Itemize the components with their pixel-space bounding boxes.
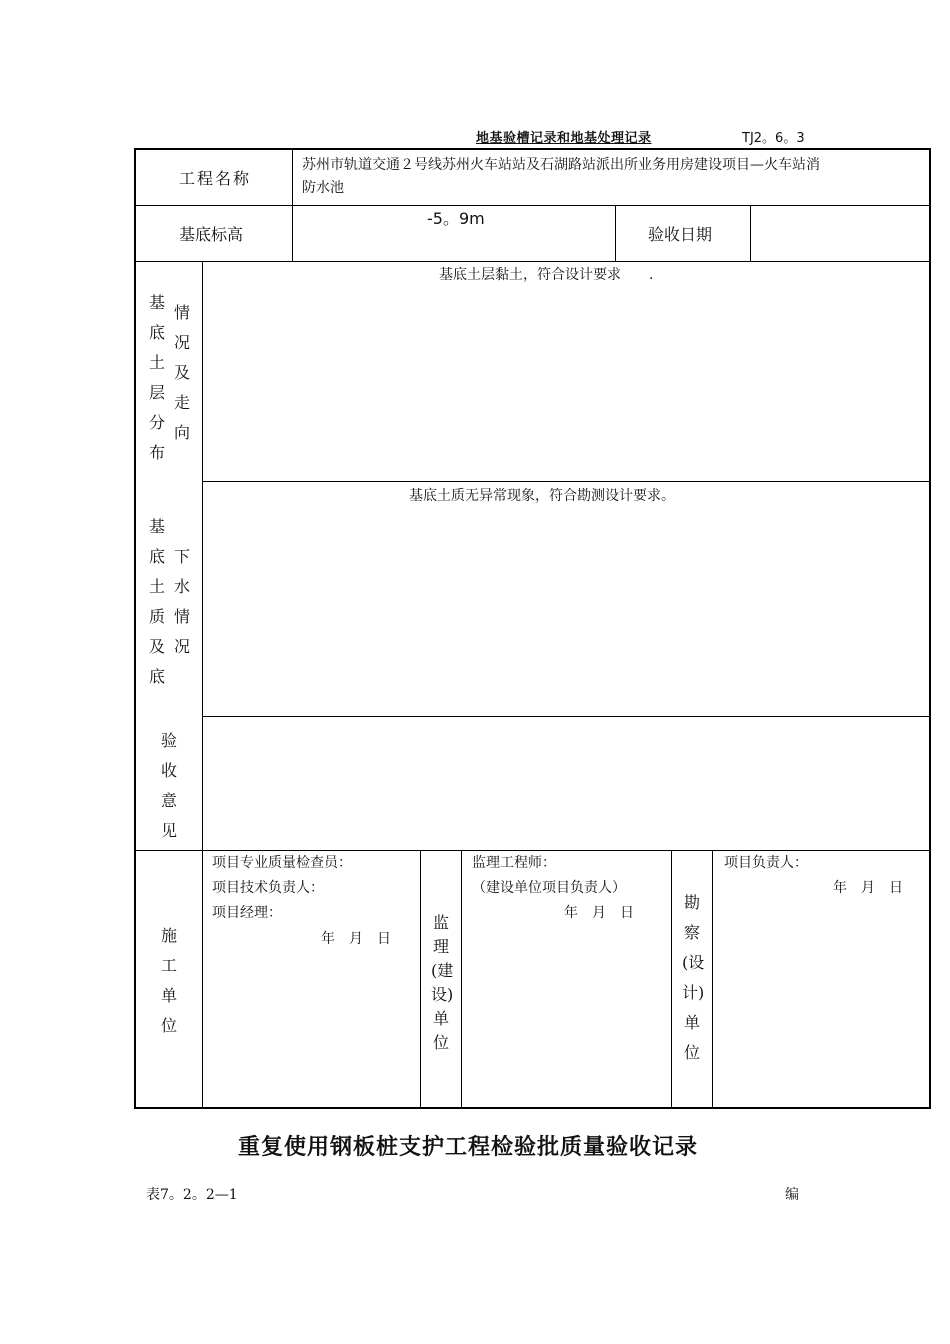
survey-project-lead: 项目负责人：	[724, 855, 808, 871]
supervision-engineer: 监理工程师：	[472, 855, 556, 871]
survey-date: 年 月 日	[833, 880, 903, 896]
project-name-value-line1: 苏州市轨道交通２号线苏州火车站站及石湖路站派出所业务用房建设项目—火车站消	[302, 157, 820, 173]
construction-project-manager: 项目经理：	[212, 905, 282, 921]
table-number: 表7。2。2—1	[146, 1187, 238, 1203]
soil-distribution-label: 基底土层分布	[148, 293, 165, 462]
project-name-label: 工程名称	[179, 169, 252, 188]
inspection-form	[134, 148, 931, 1109]
next-form-title: 重复使用钢板桩支护工程检验批质量验收记录	[238, 1134, 699, 1160]
supervision-unit-label: 监理(建设)单位	[431, 913, 454, 1052]
construction-technical-lead: 项目技术负责人：	[212, 880, 324, 896]
acceptance-date-label: 验收日期	[648, 225, 713, 244]
header-title: 地基验槽记录和地基处理记录	[476, 131, 652, 146]
elevation-label: 基底标高	[179, 225, 244, 244]
construction-quality-inspector: 项目专业质量检查员：	[212, 855, 352, 871]
supervision-client-lead: （建设单位项目负责人）	[472, 880, 626, 896]
project-name-value-line2: 防水池	[302, 180, 344, 196]
survey-unit-label: 勘察(设计)单位	[682, 893, 705, 1062]
soil-quality-label: 基底土质及底	[148, 517, 165, 686]
supervision-date: 年 月 日	[564, 905, 634, 921]
acceptance-opinion-label: 验收意见	[160, 731, 177, 840]
construction-unit-label: 施工单位	[160, 926, 177, 1035]
header-code: TJ2。6。3	[742, 131, 805, 146]
elevation-value: -5。9m	[427, 209, 485, 228]
footer-right-text: 编	[785, 1187, 799, 1203]
soil-direction-label: 情况及走向	[173, 303, 190, 442]
soil-distribution-value: 基底土层黏土，符合设计要求 .	[439, 267, 654, 283]
soil-quality-value: 基底土质无异常现象，符合勘测设计要求。	[409, 488, 675, 504]
groundwater-label: 下水情况	[173, 547, 190, 656]
construction-date: 年 月 日	[321, 931, 391, 947]
